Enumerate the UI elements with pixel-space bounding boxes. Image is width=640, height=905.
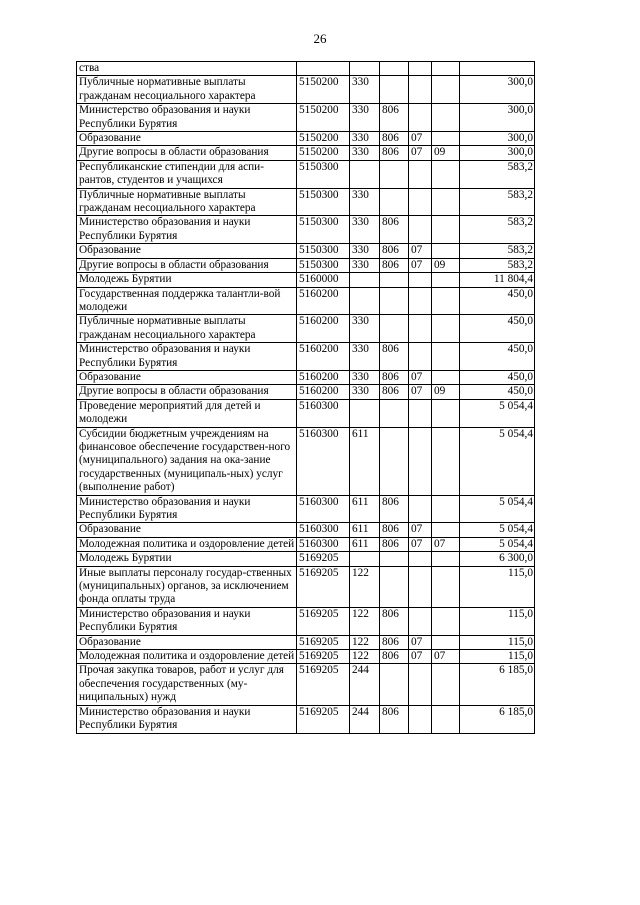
table-row xyxy=(77,188,535,216)
ministry-code-cell xyxy=(380,188,409,216)
table-row xyxy=(77,258,535,272)
page-number: 26 xyxy=(313,31,327,46)
amount-cell: 115,0 xyxy=(460,650,535,664)
expense-type-cell: 611 xyxy=(350,495,380,523)
subsection-cell: 09 xyxy=(432,258,460,272)
ministry-code-cell xyxy=(380,315,409,343)
expense-type-cell: 330 xyxy=(350,76,380,104)
ministry-code-cell: 806 xyxy=(380,216,409,244)
section-cell: 07 xyxy=(409,385,432,399)
row-name-cell: Молодежь Бурятии xyxy=(77,273,297,287)
amount-cell: 300,0 xyxy=(460,146,535,160)
expense-type-cell: 611 xyxy=(350,537,380,551)
row-name-cell: Министерство образования и науки Республики Бурятия xyxy=(77,705,297,733)
section-cell: 07 xyxy=(409,258,432,272)
row-name-cell: Образование xyxy=(77,132,297,146)
table-row xyxy=(77,216,535,244)
target-article-cell: 5160300 xyxy=(297,537,350,551)
row-name-cell: Министерство образования и науки Республики Бурятия xyxy=(77,104,297,132)
target-article-cell: 5150200 xyxy=(297,104,350,132)
amount-cell: 583,2 xyxy=(460,258,535,272)
expense-type-cell xyxy=(350,160,380,188)
amount-cell: 450,0 xyxy=(460,385,535,399)
ministry-code-cell: 806 xyxy=(380,650,409,664)
row-name-cell: Молодежная политика и оздоровление детей xyxy=(77,650,297,664)
table-row xyxy=(77,523,535,537)
table-row xyxy=(77,146,535,160)
ministry-code-cell: 806 xyxy=(380,705,409,733)
table-row xyxy=(77,287,535,315)
section-cell xyxy=(409,399,432,427)
amount-cell: 6 185,0 xyxy=(460,664,535,705)
target-article-cell: 5169205 xyxy=(297,607,350,635)
expense-type-cell: 330 xyxy=(350,343,380,371)
target-article-cell: 5150300 xyxy=(297,258,350,272)
ministry-code-cell: 806 xyxy=(380,523,409,537)
subsection-cell xyxy=(432,287,460,315)
table-row xyxy=(77,343,535,371)
row-name-cell: Образование xyxy=(77,244,297,258)
row-name-cell: Прочая закупка товаров, работ и услуг для обеспечения государственных (му-ниципальных) нужд xyxy=(77,664,297,705)
amount-cell: 583,2 xyxy=(460,244,535,258)
row-name-cell: Публичные нормативные выплаты гражданам несоциального характера xyxy=(77,76,297,104)
expense-type-cell: 330 xyxy=(350,216,380,244)
amount-cell: 450,0 xyxy=(460,287,535,315)
amount-cell: 5 054,4 xyxy=(460,523,535,537)
row-name-cell: Публичные нормативные выплаты гражданам несоциального характера xyxy=(77,315,297,343)
row-name-cell: Образование xyxy=(77,370,297,384)
row-name-cell: Проведение мероприятий для детей и молодежи xyxy=(77,399,297,427)
subsection-cell xyxy=(432,607,460,635)
subsection-cell xyxy=(432,552,460,566)
row-name-cell: Министерство образования и науки Республики Бурятия xyxy=(77,607,297,635)
section-cell xyxy=(409,427,432,495)
table-row xyxy=(77,635,535,649)
expense-type-cell: 122 xyxy=(350,566,380,607)
ministry-code-cell xyxy=(380,160,409,188)
ministry-code-cell: 806 xyxy=(380,146,409,160)
subsection-cell xyxy=(432,523,460,537)
subsection-cell: 07 xyxy=(432,650,460,664)
subsection-cell xyxy=(432,244,460,258)
target-article-cell: 5169205 xyxy=(297,566,350,607)
table-row xyxy=(77,385,535,399)
amount-cell: 6 300,0 xyxy=(460,552,535,566)
target-article-cell: 5150300 xyxy=(297,216,350,244)
subsection-cell xyxy=(432,76,460,104)
amount-cell: 300,0 xyxy=(460,76,535,104)
amount-cell: 583,2 xyxy=(460,160,535,188)
section-cell xyxy=(409,62,432,76)
subsection-cell: 09 xyxy=(432,146,460,160)
section-cell xyxy=(409,76,432,104)
table-row xyxy=(77,273,535,287)
expense-type-cell: 330 xyxy=(350,370,380,384)
amount-cell: 115,0 xyxy=(460,607,535,635)
section-cell: 07 xyxy=(409,635,432,649)
table-row xyxy=(77,705,535,733)
table-row xyxy=(77,650,535,664)
subsection-cell xyxy=(432,104,460,132)
ministry-code-cell xyxy=(380,287,409,315)
section-cell xyxy=(409,566,432,607)
section-cell: 07 xyxy=(409,370,432,384)
target-article-cell: 5160200 xyxy=(297,343,350,371)
ministry-code-cell: 806 xyxy=(380,495,409,523)
table-row xyxy=(77,566,535,607)
subsection-cell xyxy=(432,343,460,371)
table-row xyxy=(77,607,535,635)
target-article-cell: 5160200 xyxy=(297,287,350,315)
target-article-cell: 5160200 xyxy=(297,370,350,384)
target-article-cell: 5169205 xyxy=(297,705,350,733)
expense-type-cell: 330 xyxy=(350,258,380,272)
expense-type-cell: 330 xyxy=(350,146,380,160)
amount-cell: 5 054,4 xyxy=(460,399,535,427)
ministry-code-cell: 806 xyxy=(380,244,409,258)
section-cell xyxy=(409,607,432,635)
ministry-code-cell: 806 xyxy=(380,104,409,132)
expense-type-cell: 330 xyxy=(350,385,380,399)
amount-cell: 5 054,4 xyxy=(460,427,535,495)
section-cell xyxy=(409,216,432,244)
amount-cell: 450,0 xyxy=(460,370,535,384)
table-row xyxy=(77,62,535,76)
expense-type-cell: 244 xyxy=(350,664,380,705)
expense-type-cell xyxy=(350,287,380,315)
section-cell: 07 xyxy=(409,650,432,664)
section-cell xyxy=(409,664,432,705)
row-name-cell: Республиканские стипендии для аспи-рантов, студентов и учащихся xyxy=(77,160,297,188)
amount-cell: 115,0 xyxy=(460,635,535,649)
section-cell xyxy=(409,273,432,287)
subsection-cell xyxy=(432,370,460,384)
expense-type-cell: 330 xyxy=(350,315,380,343)
ministry-code-cell: 806 xyxy=(380,343,409,371)
table-row xyxy=(77,315,535,343)
ministry-code-cell: 806 xyxy=(380,607,409,635)
ministry-code-cell: 806 xyxy=(380,635,409,649)
section-cell xyxy=(409,104,432,132)
target-article-cell: 5150300 xyxy=(297,160,350,188)
expense-type-cell: 122 xyxy=(350,635,380,649)
table-row xyxy=(77,76,535,104)
amount-cell: 5 054,4 xyxy=(460,495,535,523)
row-name-cell: Субсидии бюджетным учреждениям на финансовое обеспечение государствен-ного (муниципального) задания на ока-зание государственных (муниципаль-ных) услуг (выполнение работ) xyxy=(77,427,297,495)
ministry-code-cell xyxy=(380,427,409,495)
expense-type-cell xyxy=(350,399,380,427)
section-cell xyxy=(409,188,432,216)
row-name-cell: Молодежь Бурятии xyxy=(77,552,297,566)
subsection-cell xyxy=(432,62,460,76)
subsection-cell xyxy=(432,566,460,607)
table-row xyxy=(77,104,535,132)
subsection-cell xyxy=(432,427,460,495)
target-article-cell: 5150200 xyxy=(297,132,350,146)
expense-type-cell: 611 xyxy=(350,427,380,495)
table-row xyxy=(77,399,535,427)
section-cell: 07 xyxy=(409,244,432,258)
row-name-cell: Иные выплаты персоналу государ-ственных (муниципальных) органов, за исключением фонда оплаты труда xyxy=(77,566,297,607)
section-cell: 07 xyxy=(409,537,432,551)
target-article-cell: 5150300 xyxy=(297,244,350,258)
row-name-cell: Молодежная политика и оздоровление детей xyxy=(77,537,297,551)
subsection-cell xyxy=(432,635,460,649)
row-name-cell: Другие вопросы в области образования xyxy=(77,385,297,399)
expense-type-cell xyxy=(350,552,380,566)
target-article-cell: 5169205 xyxy=(297,650,350,664)
target-article-cell: 5150200 xyxy=(297,76,350,104)
ministry-code-cell xyxy=(380,273,409,287)
subsection-cell xyxy=(432,188,460,216)
ministry-code-cell: 806 xyxy=(380,258,409,272)
subsection-cell xyxy=(432,664,460,705)
target-article-cell: 5160200 xyxy=(297,385,350,399)
amount-cell xyxy=(460,62,535,76)
row-name-cell: Министерство образования и науки Республики Бурятия xyxy=(77,495,297,523)
row-name-cell: Другие вопросы в области образования xyxy=(77,146,297,160)
section-cell xyxy=(409,287,432,315)
amount-cell: 6 185,0 xyxy=(460,705,535,733)
amount-cell: 583,2 xyxy=(460,216,535,244)
target-article-cell xyxy=(297,62,350,76)
target-article-cell: 5160300 xyxy=(297,427,350,495)
target-article-cell: 5160200 xyxy=(297,315,350,343)
expense-type-cell: 330 xyxy=(350,132,380,146)
table-row xyxy=(77,244,535,258)
table-row xyxy=(77,664,535,705)
table-row xyxy=(77,495,535,523)
row-name-cell: Другие вопросы в области образования xyxy=(77,258,297,272)
table-row xyxy=(77,370,535,384)
expense-type-cell: 330 xyxy=(350,244,380,258)
ministry-code-cell: 806 xyxy=(380,370,409,384)
target-article-cell: 5169205 xyxy=(297,635,350,649)
section-cell xyxy=(409,495,432,523)
target-article-cell: 5160300 xyxy=(297,399,350,427)
amount-cell: 115,0 xyxy=(460,566,535,607)
ministry-code-cell xyxy=(380,552,409,566)
target-article-cell: 5150200 xyxy=(297,146,350,160)
row-name-cell: Министерство образования и науки Республики Бурятия xyxy=(77,216,297,244)
ministry-code-cell: 806 xyxy=(380,537,409,551)
target-article-cell: 5169205 xyxy=(297,664,350,705)
ministry-code-cell xyxy=(380,566,409,607)
expense-type-cell: 122 xyxy=(350,607,380,635)
table-row xyxy=(77,160,535,188)
section-cell: 07 xyxy=(409,132,432,146)
subsection-cell xyxy=(432,160,460,188)
section-cell xyxy=(409,552,432,566)
target-article-cell: 5160300 xyxy=(297,523,350,537)
section-cell xyxy=(409,343,432,371)
section-cell xyxy=(409,315,432,343)
row-name-cell: Образование xyxy=(77,523,297,537)
subsection-cell xyxy=(432,216,460,244)
table-row xyxy=(77,132,535,146)
amount-cell: 11 804,4 xyxy=(460,273,535,287)
subsection-cell xyxy=(432,705,460,733)
section-cell: 07 xyxy=(409,146,432,160)
amount-cell: 300,0 xyxy=(460,104,535,132)
ministry-code-cell: 806 xyxy=(380,385,409,399)
subsection-cell xyxy=(432,495,460,523)
subsection-cell xyxy=(432,399,460,427)
target-article-cell: 5169205 xyxy=(297,552,350,566)
table-row xyxy=(77,552,535,566)
expense-type-cell xyxy=(350,62,380,76)
ministry-code-cell xyxy=(380,664,409,705)
expense-type-cell: 122 xyxy=(350,650,380,664)
subsection-cell: 07 xyxy=(432,537,460,551)
subsection-cell xyxy=(432,273,460,287)
section-cell xyxy=(409,705,432,733)
row-name-cell: ства xyxy=(77,62,297,76)
expense-type-cell xyxy=(350,273,380,287)
budget-table-body xyxy=(77,62,535,734)
target-article-cell: 5150300 xyxy=(297,188,350,216)
ministry-code-cell: 806 xyxy=(380,132,409,146)
amount-cell: 450,0 xyxy=(460,315,535,343)
expense-type-cell: 244 xyxy=(350,705,380,733)
row-name-cell: Министерство образования и науки Республики Бурятия xyxy=(77,343,297,371)
expense-type-cell: 330 xyxy=(350,188,380,216)
budget-table xyxy=(76,61,535,734)
section-cell xyxy=(409,160,432,188)
expense-type-cell: 611 xyxy=(350,523,380,537)
ministry-code-cell xyxy=(380,76,409,104)
subsection-cell xyxy=(432,315,460,343)
table-row xyxy=(77,537,535,551)
expense-type-cell: 330 xyxy=(350,104,380,132)
ministry-code-cell xyxy=(380,62,409,76)
subsection-cell: 09 xyxy=(432,385,460,399)
row-name-cell: Образование xyxy=(77,635,297,649)
amount-cell: 5 054,4 xyxy=(460,537,535,551)
row-name-cell: Государственная поддержка талантли-вой молодежи xyxy=(77,287,297,315)
amount-cell: 300,0 xyxy=(460,132,535,146)
target-article-cell: 5160000 xyxy=(297,273,350,287)
row-name-cell: Публичные нормативные выплаты гражданам несоциального характера xyxy=(77,188,297,216)
target-article-cell: 5160300 xyxy=(297,495,350,523)
amount-cell: 583,2 xyxy=(460,188,535,216)
amount-cell: 450,0 xyxy=(460,343,535,371)
section-cell: 07 xyxy=(409,523,432,537)
subsection-cell xyxy=(432,132,460,146)
ministry-code-cell xyxy=(380,399,409,427)
table-row xyxy=(77,427,535,495)
